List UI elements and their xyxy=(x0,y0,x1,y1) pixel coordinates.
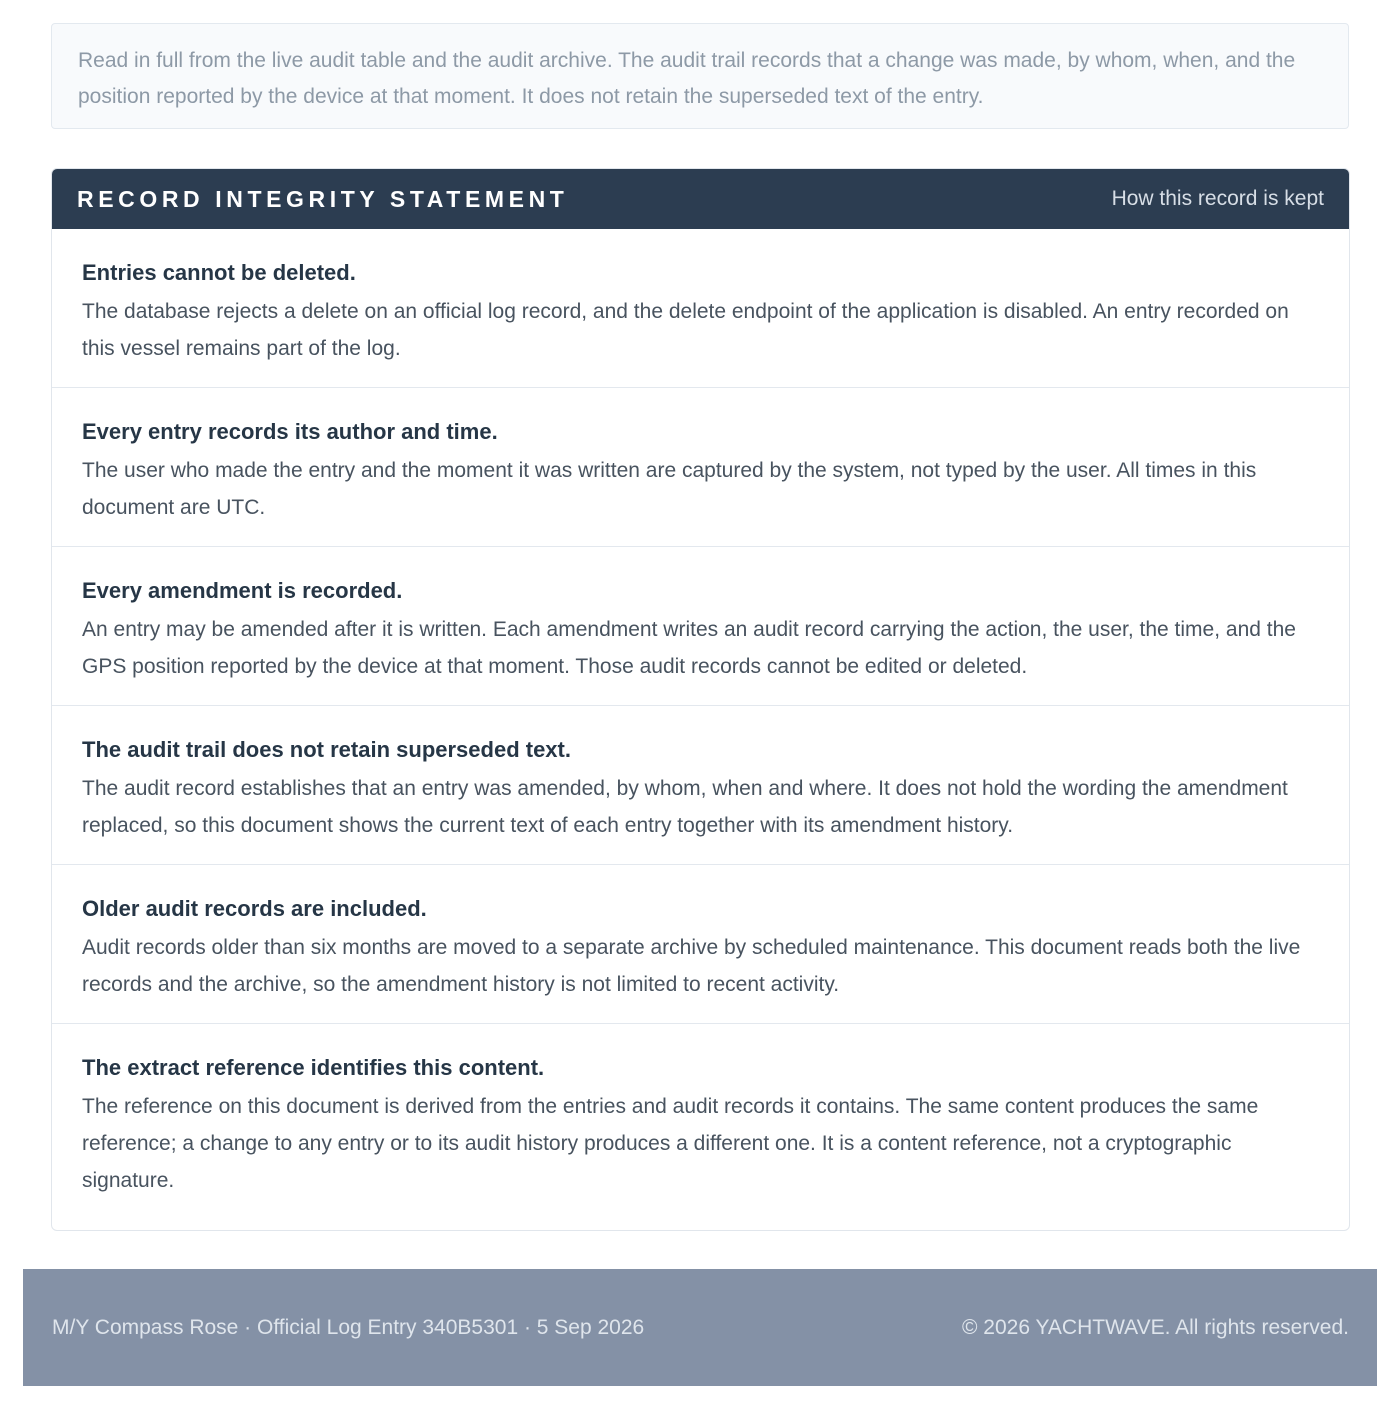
record-integrity-panel xyxy=(51,168,1350,1231)
statement-body: The database rejects a delete on an official log record, and the delete endpoint of the application is disabled. An entry recorded on this vessel remains part of the log. xyxy=(82,300,1289,360)
statement-entries-cannot-be-deleted xyxy=(52,229,1349,388)
panel-title: RECORD INTEGRITY STATEMENT xyxy=(77,185,569,212)
audit-source-note-text: Read in full from the live audit table and the audit archive. The audit trail records that a change was made, by whom, when, and the position reported by the device at that moment. It does not retain the superseded text of the entry. xyxy=(78,49,1296,108)
statement-body: Audit records older than six months are moved to a separate archive by scheduled maintenance. This document reads both the live records and the archive, so the amendment history is not limited to recent activity. xyxy=(82,936,1301,996)
statement-extract-reference xyxy=(52,1024,1349,1224)
statement-body: The audit record establishes that an entry was amended, by whom, when and where. It does not hold the wording the amendment replaced, so this document shows the current text of each entry together with its amendment history. xyxy=(82,777,1288,837)
page-footer xyxy=(23,1269,1377,1386)
statement-author-and-time xyxy=(52,388,1349,547)
statement-heading: The audit trail does not retain superseded text. xyxy=(82,737,571,762)
statement-heading: Entries cannot be deleted. xyxy=(82,260,356,285)
statement-body: An entry may be amended after it is written. Each amendment writes an audit record carrying the action, the user, the time, and the GPS position reported by the device at that moment. Those audit records cannot be edited or deleted. xyxy=(82,618,1296,678)
footer-copyright: © 2026 YACHTWAVE. All rights reserved. xyxy=(961,1315,1349,1339)
statement-amendment-recorded xyxy=(52,547,1349,706)
statement-body: The user who made the entry and the moment it was written are captured by the system, not typed by the user. All times in this document are UTC. xyxy=(82,459,1257,519)
panel-subtitle: How this record is kept xyxy=(1111,187,1324,210)
statement-body: The reference on this document is derived from the entries and audit records it contains. The same content produces the same reference; a change to any entry or to its audit history produces a different one. It is a content reference, not a cryptographic signature. xyxy=(82,1095,1259,1192)
statement-heading: Every amendment is recorded. xyxy=(82,578,403,603)
statement-heading: The extract reference identifies this content. xyxy=(82,1055,545,1080)
footer-document-reference: M/Y Compass Rose · Official Log Entry 340B5301 · 5 Sep 2026 xyxy=(52,1315,645,1339)
statement-older-records-included xyxy=(52,865,1349,1024)
statement-heading: Every entry records its author and time. xyxy=(82,419,498,444)
statement-superseded-text xyxy=(52,706,1349,865)
panel-header xyxy=(52,169,1349,229)
statement-heading: Older audit records are included. xyxy=(82,896,427,921)
audit-source-note xyxy=(51,23,1349,129)
